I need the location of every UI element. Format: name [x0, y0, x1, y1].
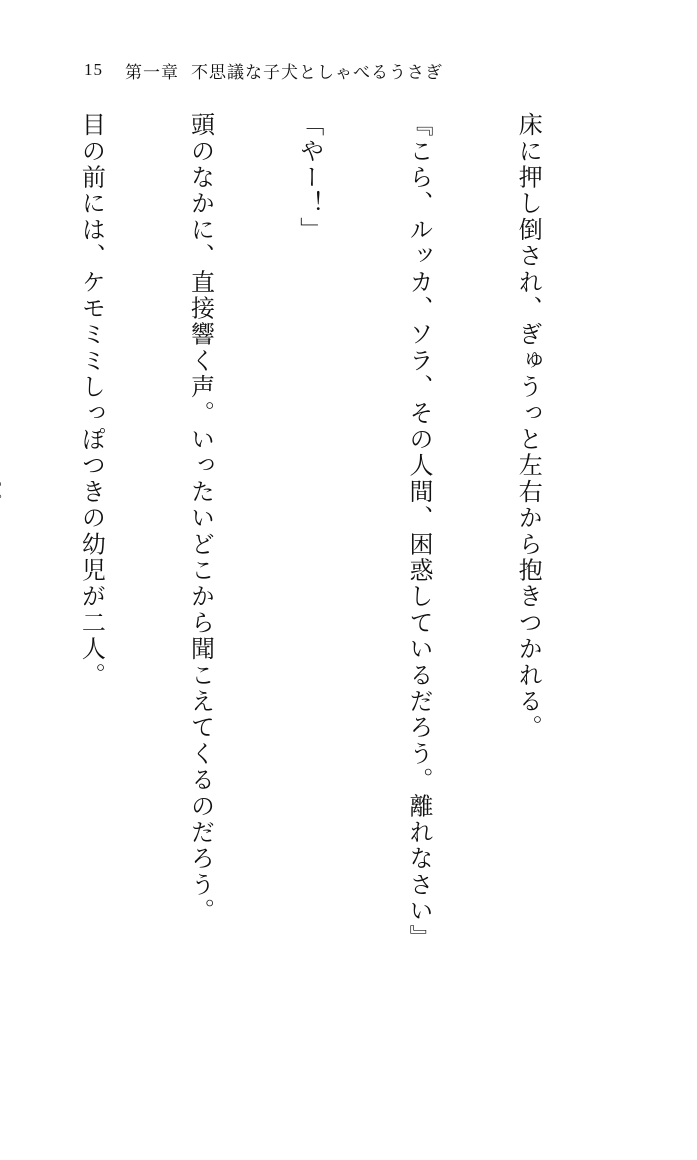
- text-line-3: 「やー！」: [291, 112, 327, 992]
- chapter-title: 不思議な子犬としゃべるうさぎ: [191, 58, 443, 83]
- text-line-5: 目の前には、ケモミミしっぽつきの幼児が二人。: [73, 112, 109, 992]
- running-head: [84, 57, 443, 83]
- vertical-body-text: [0, 112, 619, 992]
- page-number: 15: [84, 60, 103, 80]
- text-line-2: 『こら、ルッカ、ソラ、その人間、困惑しているだろう。離れなさい』: [401, 112, 437, 992]
- text-line-1: 床に押し倒され、ぎゅうっと左右から抱きつかれる。: [510, 112, 546, 992]
- furigana-tsuya: [0, 479, 1, 505]
- text-line-4: 頭のなかに、直接響く声。いったいどこから聞こえてくるのだろう。: [182, 112, 218, 992]
- chapter-label: 第一章: [125, 58, 179, 83]
